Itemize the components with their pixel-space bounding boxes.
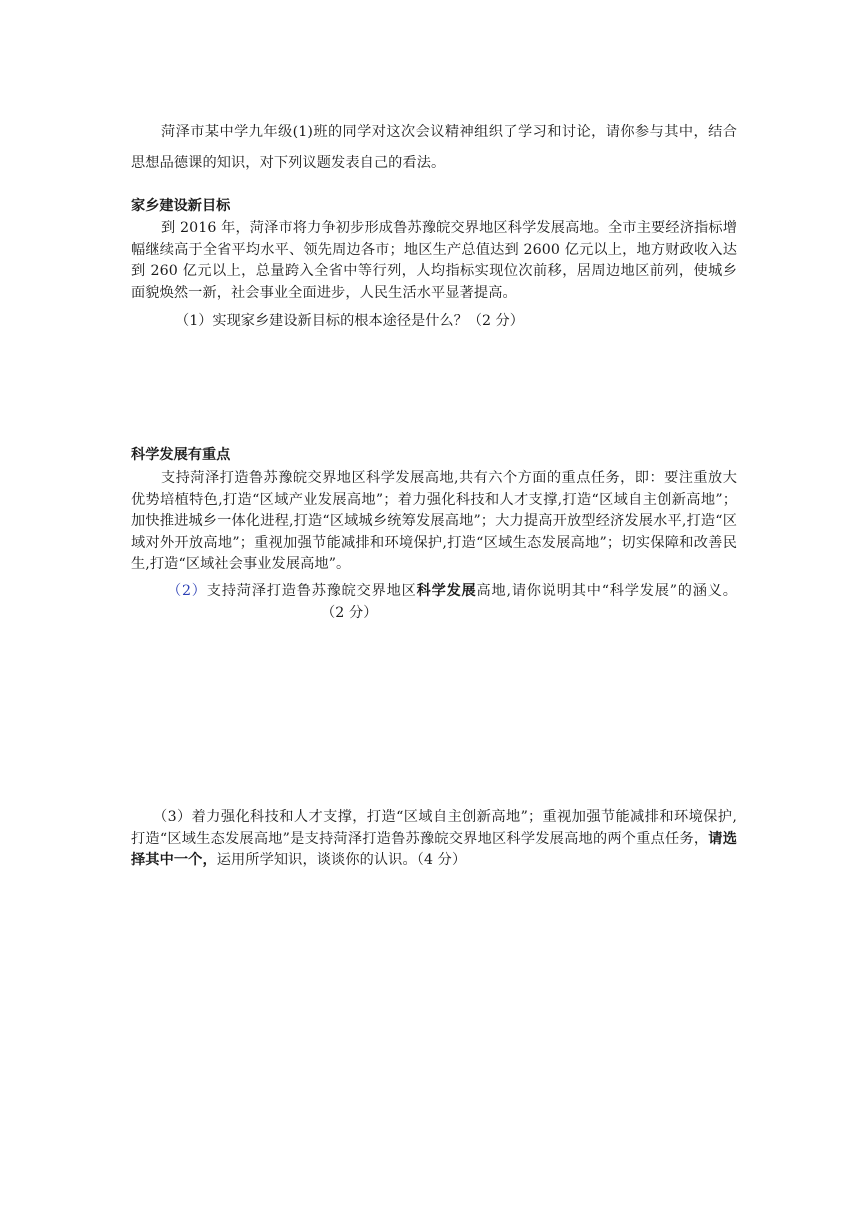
section-heading-hometown-goals: 家乡建设新目标: [131, 198, 231, 214]
question-1: （1）实现家乡建设新目标的根本途径是什么？（2 分）: [175, 313, 524, 329]
question-2-text-before: 支持菏泽打造鲁苏豫皖交界地区: [206, 583, 417, 599]
intro-paragraph: 菏泽市某中学九年级(1)班的同学对这次会议精神组织了学习和讨论，请你参与其中，结合思想品德课的知识，对下列议题发表自己的看法。: [131, 124, 737, 171]
question-2-bold-term: 科学发展: [416, 583, 477, 599]
question-2-text-after: 高地,请你说明其中“科学发展”的涵义。: [476, 583, 738, 599]
scientific-development-paragraph: 支持菏泽打造鲁苏豫皖交界地区科学发展高地,共有六个方面的重点任务，即：要注重放大优势培植特色,打造“区域产业发展高地”；着力强化科技和人才支撑,打造“区域自主创新高地”；加快推进城乡一体化进程,打造“区域城乡统筹发展高地”；大力提高开放型经济发展水平,打造“区域对外开放高地”；重视加强节能减排和环境保护,打造“区域生态发展高地”；切实保障和改善民生,打造“区域社会事业发展高地”。: [131, 470, 737, 572]
question-3-text-before: （3）着力强化科技和人才支撑，打造“区域自主创新高地”；重视加强节能减排和环境保护,打造“区域生态发展高地”是支持菏泽打造鲁苏豫皖交界地区科学发展高地的两个重点任务，: [131, 809, 737, 847]
question-3-bold-instruction: 请选择其中一个，: [131, 830, 738, 868]
question-3: [131, 807, 737, 872]
question-2-score: （2 分）: [321, 604, 378, 621]
hometown-goals-paragraph: 到 2016 年，菏泽市将力争初步形成鲁苏豫皖交界地区科学发展高地。全市主要经济指标增幅继续高于全省平均水平、领先周边各市；地区生产总值达到 2600 亿元以上，地方财政收入达到 260 亿元以上，总量跨入全省中等行列，人均指标实现位次前移，居周边地区前列，使城乡面貌焕然一新，社会事业全面进步，人民生活水平显著提高。: [131, 220, 737, 301]
section-heading-scientific-development: 科学发展有重点: [131, 447, 231, 463]
question-3-text-after: 运用所学知识，谈谈你的认识。（4 分）: [216, 852, 467, 868]
question-2-number: （2）: [167, 583, 207, 599]
question-2: [131, 581, 737, 624]
